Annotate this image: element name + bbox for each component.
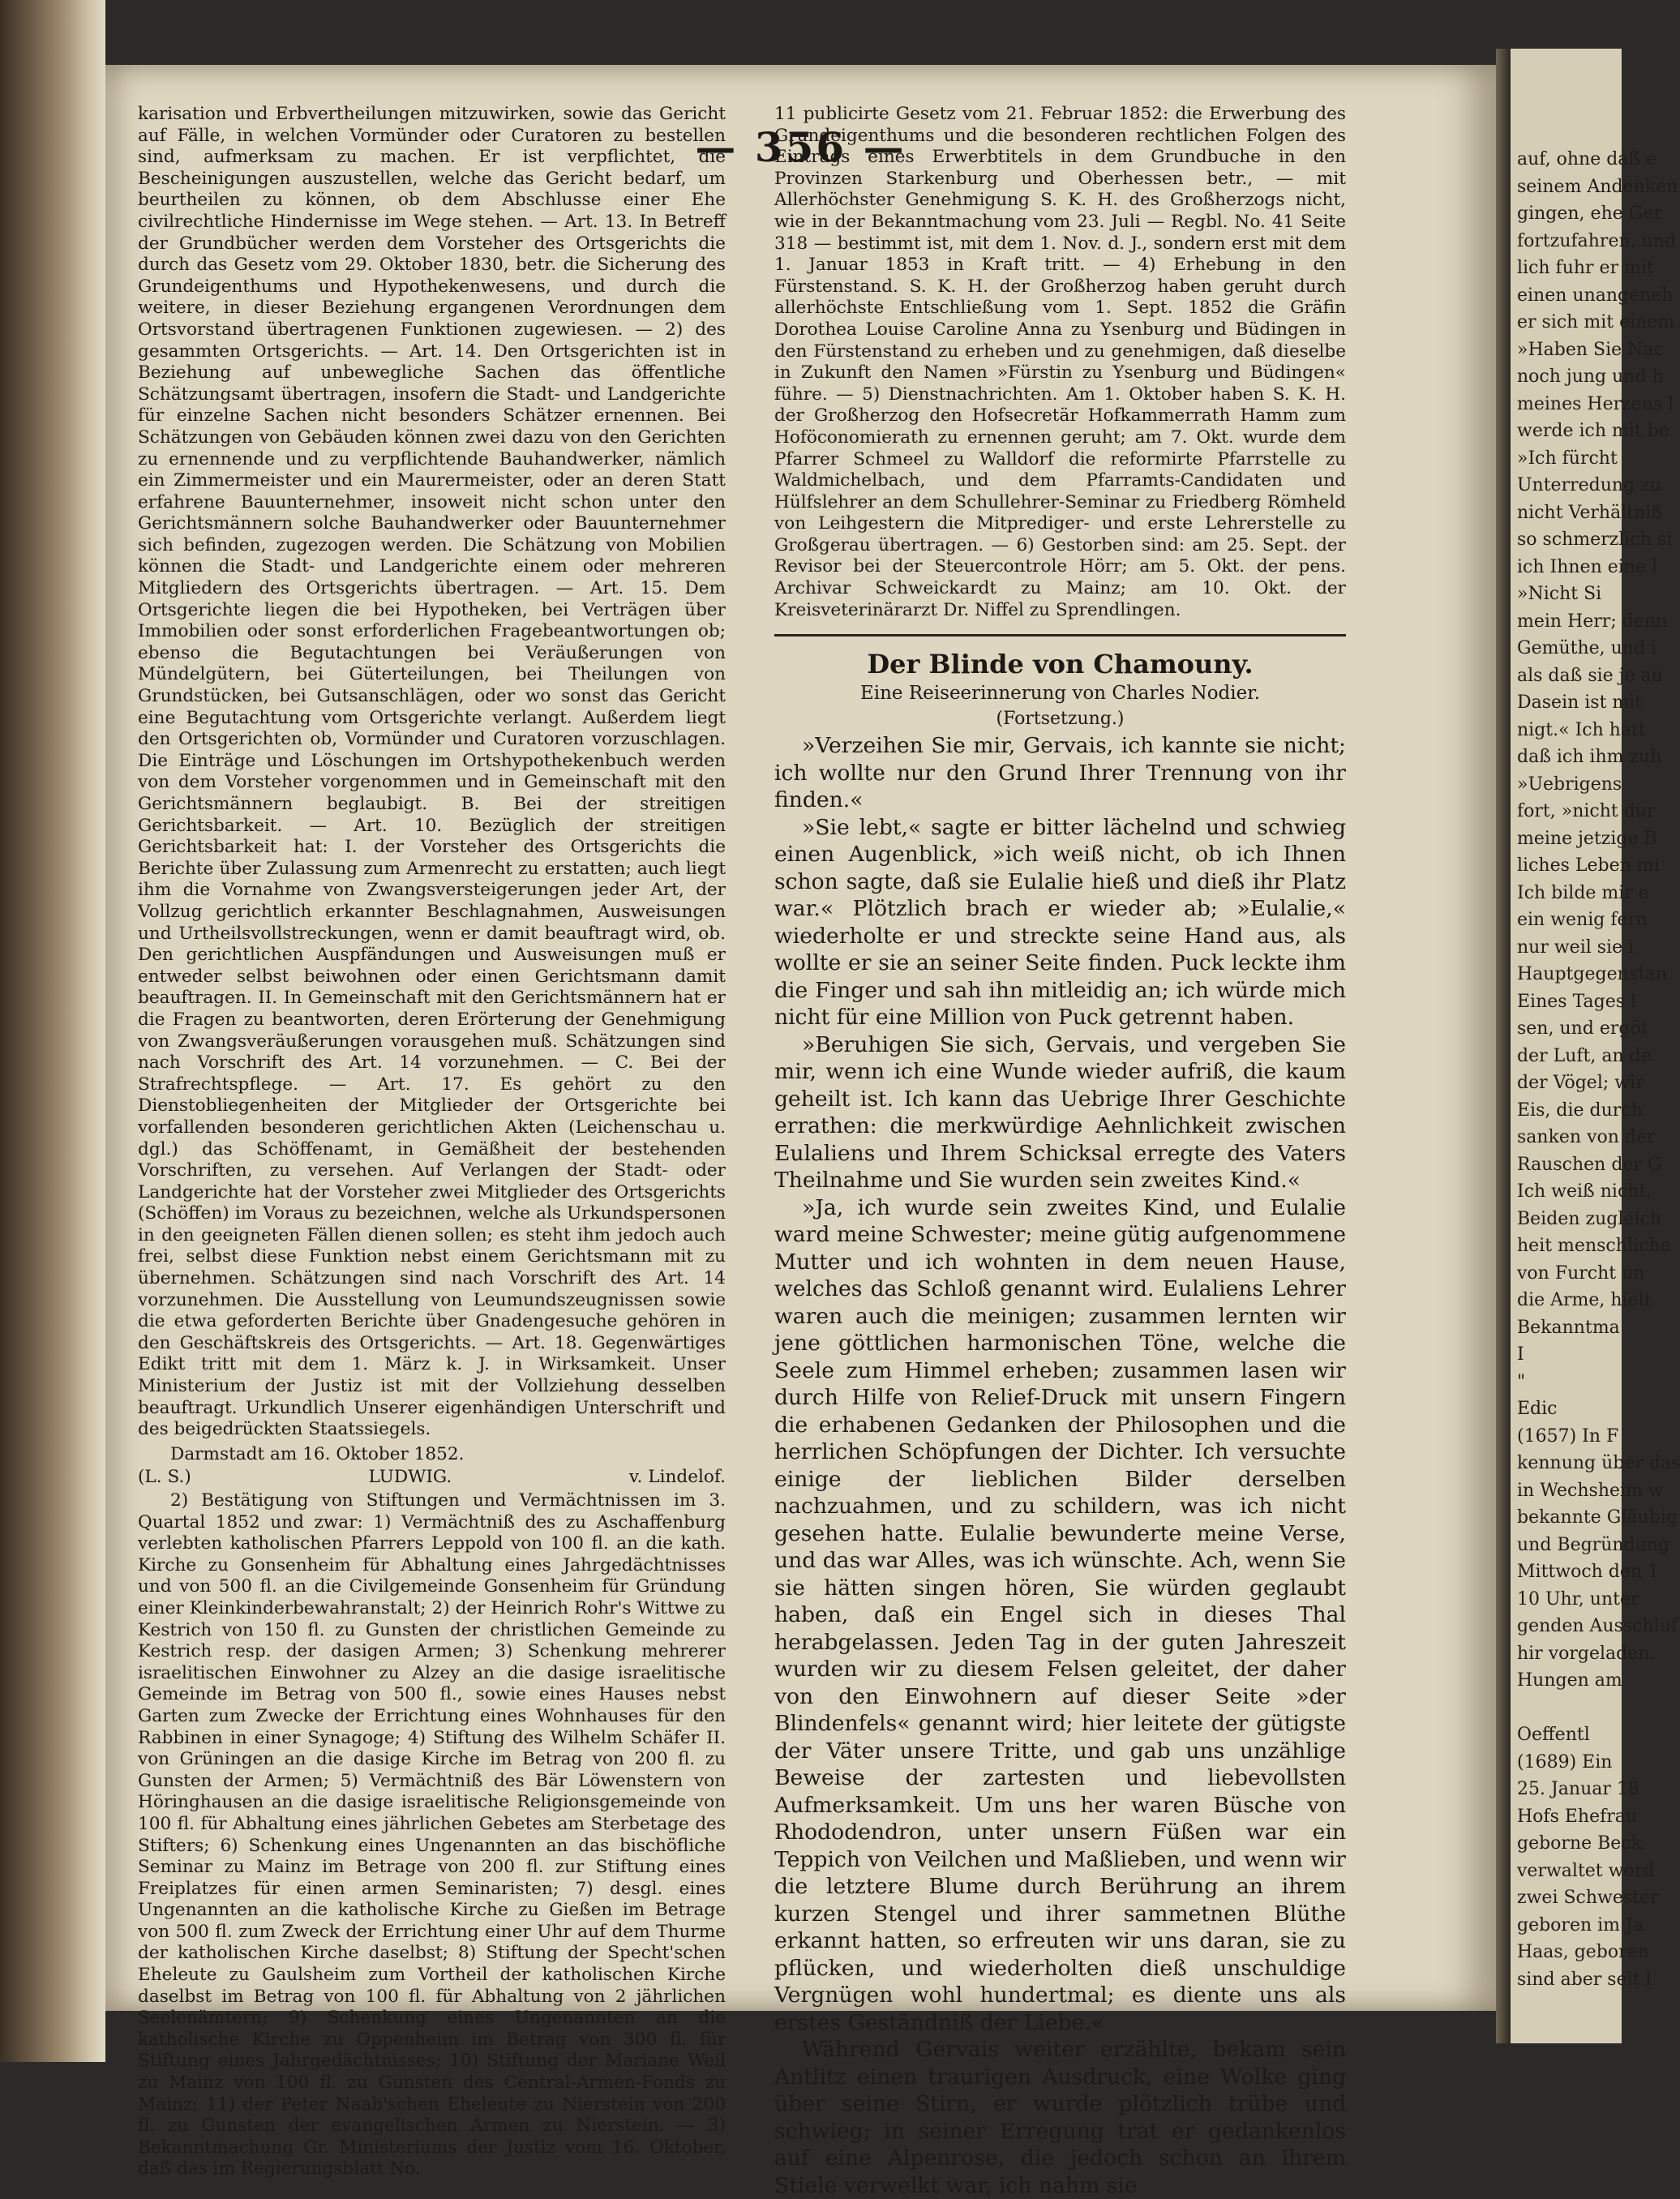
adjacent-page-line: geboren im Ja bbox=[1517, 1914, 1644, 1935]
adjacent-page-line: (1689) Ein bbox=[1517, 1751, 1613, 1772]
adjacent-page-line: Unterredung zu bbox=[1517, 475, 1661, 495]
signature-minister: v. Lindelof. bbox=[628, 1467, 726, 1488]
endowments-paragraph: 2) Bestätigung von Stiftungen und Vermächtnissen im 3. Quartal 1852 und zwar: 1) Vermächtniß des zu Aschaffenburg verlebten katholischen Pfarrers Leppold von 100 fl. an die kath. Kirche zu Gonsenheim für Abhaltung eines Jahrgedächtnisses und von 500 fl. an die Civilgemeinde Gonsenheim für Gründung einer Kleinkinderbewahranstalt; 2) der Heinrich Rohr's Wittwe zu Kestrich von 150 fl. zu Gunsten der christlichen Gemeinde zu Kestrich resp. der dasigen Armen; 3) Schenkung mehrerer israelitischen Einwohner zu Alzey an die dasige israelitische Gemeinde im Betrag von 500 fl., sowie eines Hauses nebst Garten zum Zwecke der Errichtung eines Wohnhauses für den Rabbinen in einer Synagoge; 4) Stiftung des Wilhelm Schäfer II. von Grüningen an die dasige Kirche im Betrag von 200 fl. zu Gunsten der Armen; 5) Vermächtniß des Bär Löwenstern von Höringhausen an die dasige israelitische Religionsgemeinde von 100 fl. für Abhaltung eines jährlichen Gebetes am Sterbetage des Stifters; 6) Schenkung eines Ungenannten an das bischöfliche Seminar zu Mainz im Betrage von 200 fl. zur Stiftung eines Freiplatzes für einen armen Seminaristen; 7) desgl. eines Ungenannten an die katholische Kirche zu Gießen im Betrage von 500 fl. zum Zweck der Errichtung einer Uhr auf dem Thurme der katholischen Kirche daselbst; 8) Stiftung der Specht'schen Eheleute zu Gaulsheim zum Vortheil der katholischen Kirche daselbst im Betrag von 100 fl. für Abhaltung von 2 jährlichen Seelenämtern; 9) Schenkung eines Ungenannten an die katholische Kirche zu Oppenheim im Betrag von 300 fl. für Stiftung eines Jahrgedächtnisses; 10) Stiftung der Mariane Weil zu Mainz von 100 fl. zu Gunsten des Central-Armen-Fonds zu Mainz; 11) der Peter Naab'schen Eheleute zu Nierstein von 200 fl. zu Gunsten der evangelischen Armen zu Nierstein. — 3) Bekanntmachung Gr. Ministeriums der Justiz vom 16. Oktober, daß das im Regierungsblatt No. bbox=[138, 1490, 726, 2180]
adjacent-page-line: geborne Beck bbox=[1517, 1833, 1642, 1854]
story-paragraph: »Verzeihen Sie mir, Gervais, ich kannte sie nicht; ich wollte nur den Grund Ihrer Trennung von ihr finden.« bbox=[774, 733, 1346, 813]
adjacent-page-line: Mittwoch den 1 bbox=[1517, 1562, 1660, 1582]
adjacent-page-line: Hofs Ehefrau bbox=[1517, 1806, 1638, 1827]
adjacent-page-line: »Ich fürcht bbox=[1517, 448, 1618, 469]
story-paragraph: »Beruhigen Sie sich, Gervais, und vergeben Sie mir, wenn ich eine Wunde wieder aufriß, die kaum geheilt ist. Ich kann das Uebrige Ihrer Geschichte errathen: die merkwürdige Aehnlichkeit zwischen Eulaliens und Ihrem Schicksal erregte des Vaters Theilnahme und Sie wurden sein zweites Kind.« bbox=[774, 1031, 1346, 1194]
adjacent-page-line: ein wenig fern bbox=[1517, 910, 1648, 930]
adjacent-page-line: zwei Schwester bbox=[1517, 1888, 1659, 1908]
adjacent-page-line: meine jetzige B bbox=[1517, 828, 1657, 849]
story-paragraph: »Sie lebt,« sagte er bitter lächelnd und schwieg einen Augenblick, »ich weiß nicht, ob ich Ihnen schon sagte, daß sie Eulalie hieß und dieß ihr Platz war.« Plötzlich brach er wieder ab; »Eulalie,« wiederholte er und streckte seine Hand aus, als wollte er sie an seiner Seite finden. Puck leckte ihm die Finger und sah ihn mitleidig an; ich würde mich nicht für eine Million von Puck getrennt haben. bbox=[774, 814, 1346, 1031]
adjacent-page-line: seinem Andenken bbox=[1517, 176, 1678, 197]
adjacent-page-line: Haas, geboren bbox=[1517, 1942, 1649, 1962]
adjacent-page-line: verwaltet word bbox=[1517, 1860, 1655, 1881]
book-binding-edge bbox=[0, 0, 105, 2062]
adjacent-page-line: bekannte Gläubig bbox=[1517, 1507, 1678, 1528]
story-paragraph: Während Gervais weiter erzählte, bekam sein Antlitz einen traurigen Ausdruck, eine Wolke ging über seine Stirn, er wurde plötzlich trübe und schwieg; in seiner Erregung trat er gedankenlos auf eine Alpenrose, die jedoch schon an ihrem Stiele verwelkt war, ich nahm sie bbox=[774, 2037, 1346, 2198]
adjacent-page-line: nicht Verhältniß bbox=[1517, 502, 1663, 523]
adjacent-page-line: so schmerzlich si bbox=[1517, 529, 1673, 550]
adjacent-page-line: noch jung und h bbox=[1517, 366, 1664, 387]
adjacent-page-line: (1657) In F bbox=[1517, 1425, 1619, 1447]
adjacent-page-line: Ich bilde mir e bbox=[1517, 882, 1649, 903]
adjacent-page-line: er sich mit einem bbox=[1517, 312, 1675, 332]
adjacent-page-line: ich Ihnen eine l bbox=[1517, 556, 1658, 577]
official-news-text: 11 publicirte Gesetz vom 21. Februar 1852: die Erwerbung des Grundeigenthums und die besonderen rechtlichen Folgen des Eintrags eines Erwerbtitels in dem Grundbuche in den Provinzen Starkenburg und Oberhessen betr., — mit Allerhöchster Genehmigung S. K. H. des Großherzogs nicht, wie in der Bekanntmachung vom 23. Juli — Regbl. No. 41 Seite 318 — bestimmt ist, mit dem 1. Nov. d. J., sondern erst mit dem 1. Januar 1853 in Kraft tritt. — 4) Erhebung in den Fürstenstand. S. K. H. der Großherzog haben geruht durch allerhöchste Entschließung vom 1. Sept. 1852 die Gräfin Dorothea Louise Caroline Anna zu Ysenburg und Büdingen in den Fürstenstand zu erheben und zu genehmigen, daß dieselbe in Zukunft den Namen »Fürstin zu Ysenburg und Büdingen« führe. — 5) Dienstnachrichten. Am 1. Oktober haben S. K. H. der Großherzog den Hofsecretär Hofkammerrath Hamm zum Hoföconomierath zu ernennen geruht; am 7. Okt. wurde dem Pfarrer Schmeel zu Walldorf die reformirte Pfarrstelle zu Waldmichelbach, und dem Pfarramts-Candidaten und Hülfslehrer an dem Schullehrer-Seminar zu Friedberg Römheld von Leihgestern die Mitprediger- und erste Lehrerstelle zu Großgerau übertragen. — 6) Gestorben sind: am 25. Sept. der Revisor bei der Steuercontrole Hörr; am 5. Okt. der pens. Archivar Schweickardt zu Mainz; am 10. Okt. der Kreisveterinärarzt Dr. Niffel zu Sprendlingen. bbox=[774, 104, 1346, 620]
signature-name: LUDWIG. bbox=[368, 1467, 452, 1488]
adjacent-page-line: werde ich mit be bbox=[1517, 421, 1669, 441]
adjacent-page-line: sanken von der bbox=[1517, 1127, 1656, 1147]
adjacent-page-line: daß ich ihm zuh bbox=[1517, 747, 1662, 767]
adjacent-page-line: liches Leben mi bbox=[1517, 855, 1660, 876]
adjacent-page-line: " bbox=[1517, 1371, 1526, 1392]
adjacent-page-line: meines Herzens l bbox=[1517, 393, 1674, 414]
signature-line bbox=[138, 1467, 726, 1489]
adjacent-page-line bbox=[1517, 1695, 1619, 1722]
adjacent-page-line: hir vorgeladen. bbox=[1517, 1643, 1656, 1664]
adjacent-page-line: die Arme, hielt bbox=[1517, 1290, 1652, 1310]
adjacent-page-line: als daß sie je au bbox=[1517, 665, 1663, 686]
adjacent-page-line: Hungen am bbox=[1517, 1670, 1622, 1691]
adjacent-page-line: Gemüthe, und i bbox=[1517, 638, 1657, 658]
adjacent-page-line: Oeffentl bbox=[1517, 1725, 1590, 1745]
adjacent-page-line: und Begründung bbox=[1517, 1534, 1670, 1555]
adjacent-page-line: »Nicht Si bbox=[1517, 584, 1602, 604]
seal-mark: (L. S.) bbox=[138, 1467, 191, 1488]
ordinance-date: Darmstadt am 16. Oktober 1852. bbox=[170, 1443, 465, 1464]
adjacent-page-line: I bbox=[1517, 1344, 1524, 1365]
section-divider bbox=[774, 634, 1346, 637]
adjacent-page-line: 10 Uhr, unter bbox=[1517, 1588, 1639, 1610]
adjacent-page-line: nur weil sie i bbox=[1517, 937, 1635, 958]
adjacent-page-fragment bbox=[1511, 49, 1680, 2043]
adjacent-page-line: Eines Tages l bbox=[1517, 991, 1637, 1012]
adjacent-page-line: »Haben Sie Nac bbox=[1517, 339, 1664, 360]
book-gutter bbox=[1496, 49, 1511, 2043]
adjacent-page-line: Bekanntma bbox=[1517, 1317, 1620, 1338]
adjacent-page-line: einen unangeneh bbox=[1517, 285, 1674, 306]
adjacent-page-line: mein Herr; denn bbox=[1517, 611, 1668, 632]
right-column bbox=[774, 104, 1346, 2199]
adjacent-page-line: Beiden zugleich bbox=[1517, 1208, 1661, 1229]
ordinance-text: karisation und Erbvertheilungen mitzuwirken, sowie das Gericht auf Fälle, in welchen Vormünder oder Curatoren zu bestellen sind, aufmerksam zu machen. Er ist verpflichtet, die Bescheinigungen auszustellen, welche das Gericht bedarf, um beurtheilen zu können, ob dem Abschlusse einer Ehe civilrechtliche Hindernisse im Wege stehen. — Art. 13. In Betreff der Grundbücher werden dem Vorsteher des Ortsgerichts die durch das Gesetz vom 29. Oktober 1830, betr. die Sicherung des Grundeigenthums und Hypothekenwesens, und durch die weitere, in dieser Beziehung ergangenen Verordnungen dem Ortsvorstand übertragenen Funktionen zugewiesen. — 2) des gesammten Ortsgerichts. — Art. 14. Den Ortsgerichten ist in Beziehung auf unbewegliche Sachen das öffentliche Schätzungsamt übertragen, insofern die Stadt- und Landgerichte für einzelne Sachen nicht besonders Schätzer ernennen. Bei Schätzungen von Gebäuden können zwei dazu von den Gerichten zu ernennende und zu verpflichtende Bauhandwerker, nämlich ein Zimmermeister und ein Maurermeister, oder an deren Statt erfahrene Bauunternehmer, insoweit nicht schon unter den Gerichtsmännern solche Bauhandwerker oder Bauunternehmer sich befinden, zugezogen werden. Die Schätzung von Mobilien können die Stadt- und Landgerichte einem oder mehreren Mitgliedern des Ortsgerichts übertragen. — Art. 15. Dem Ortsgerichte liegen die bei Hypotheken, bei Verträgen über Immobilien oder sonst erforderlichen Fragebeantwortungen ob; ebenso die Begutachtungen bei Veräußerungen von Mündelgütern, bei Güterteilungen, bei Theilungen von Grundstücken, bei Gutsanschlägen, oder wo sonst das Gericht eine Begutachtung vom Ortsgerichte verlangt. Außerdem liegt den Ortsgerichten ob, Vormünder und Curatoren vorzuschlagen. Die Einträge und Löschungen im Ortshypothekenbuch werden von dem Vorsteher vorgenommen und in Gemeinschaft mit den Gerichtsmännern beglaubigt. B. Bei der streitigen Gerichtsbarkeit. — Art. 10. Bezüglich der streitigen Gerichtsbarkeit hat: I. der Vorsteher des Ortsgerichts die Berichte über Zulassung zum Armenrecht zu erstatten; auch liegt ihm die Vornahme von Zwangsversteigerungen jeder Art, der Vollzug gerichtlich erkannter Beschlagnahmen, Ausweisungen und Urtheilsvollstreckungen, wenn er damit beauftragt wird, ob. Den gerichtlichen Auspfändungen und Ausweisungen muß er entweder selbst beiwohnen oder einen Gerichtsmann damit beauftragen. II. In Gemeinschaft mit den Gerichtsmännern hat er die Fragen zu beantworten, deren Erörterung der Genehmigung von Zwangsveräußerungen vorausgehen muß. Schätzungen sind nach Vorschrift des Art. 14 vorzunehmen. — C. Bei der Strafrechtspflege. — Art. 17. Es gehört zu den Dienstobliegenheiten der Mitglieder der Ortsgerichte bei vorfallenden besonderen gerichtlichen Akten (Leichenschau u. dgl.) das Schöffenamt, in Gemäßheit der bestehenden Vorschriften, zu versehen. Auf Verlangen der Stadt- oder Landgerichte hat der Vorsteher zwei Mitglieder des Ortsgerichts (Schöffen) im Voraus zu bezeichnen, welche als Urkundspersonen in den geeigneten Fällen dienen sollen; es steht ihm jedoch auch frei, selbst diese Funktion nebst einem Gerichtsmann mit zu übernehmen. Schätzungen sind nach Vorschrift des Art. 14 vorzunehmen. Die Ausstellung von Leumundszeugnissen sowie die etwa geforderten Berichte über Gnadengesuche gehören in den Geschäftskreis des Ortsgerichts. — Art. 18. Gegenwärtiges Edikt tritt mit dem 1. März k. J. in Wirksamkeit. Unser Ministerium der Justiz ist mit der Vollziehung desselben beauftragt. Urkundlich Unserer eigenhändigen Unterschrift und des beigedrückten Staatssiegels. bbox=[138, 104, 726, 1440]
page-number: — 356 — bbox=[695, 123, 906, 171]
adjacent-page-line: Hauptgegenstan bbox=[1517, 964, 1668, 984]
adjacent-page-line: lich fuhr er mit bbox=[1517, 258, 1654, 278]
story-subtitle: Eine Reiseerinnerung von Charles Nodier. bbox=[859, 683, 1261, 705]
adjacent-page-line: der Vögel; wir bbox=[1517, 1073, 1644, 1093]
adjacent-page-line: heit menschliche bbox=[1517, 1236, 1671, 1256]
adjacent-page-line: gingen, ehe Ger bbox=[1517, 204, 1662, 224]
adjacent-page-line: kennung über das bbox=[1517, 1453, 1680, 1473]
adjacent-page-line: auf, ohne daß e bbox=[1517, 149, 1657, 169]
adjacent-page-line: fortzufahren, und bbox=[1517, 230, 1677, 251]
story-paragraph: »Ja, ich wurde sein zweites Kind, und Eulalie ward meine Schwester; meine gütig aufgenommene Mutter und ich wohnten in dem neuen Hause, welches das Schloß genannt wird. Eulaliens Lehrer waren auch die meinigen; zusammen lernten wir jene göttlichen harmonischen Töne, welche die Seele zum Himmel erheben; zusammen lasen wir durch Hilfe von Relief-Druck mit unsern Fingern die erhabenen Gedanken der Philosophen und die herrlichen Schöpfungen der Dichter. Ich versuchte einige der lieblichen Bilder derselben nachzuahmen, und zu schildern, was ich nicht gesehen hatte. Eulalie bewunderte meine Verse, und das war Alles, was ich wünschte. Ach, wenn Sie sie hätten singen hören, Sie würden geglaubt haben, daß ein Engel sich in dieses Thal herabgelassen. Jeden Tag in der guten Jahreszeit wurden wir zu diesem Felsen geleitet, der daher von den Einwohnern auf dieser Seite »der Blindenfels« genannt wird; hier leitete der gütigste der Väter unsere Tritte, und gab uns unzählige Beweise der zartesten und liebevollsten Aufmerksamkeit. Um uns her waren Büsche von Rhododendron, unter unsern Füßen war ein Teppich von Veilchen und Maßlieben, und wenn wir die letztere Blume durch Berührung an ihrem kurzen Stengel und ihrer sammetnen Blüthe erkannt hatten, so erfreuten wir uns daran, sie zu pflücken, und wiederholten dieß unschuldige Vergnügen wohl hundertmal; es diente uns als erstes Geständniß der Liebe.« bbox=[774, 1194, 1346, 2035]
adjacent-page-line: nigt.« Ich hatt bbox=[1517, 719, 1646, 740]
story-title: Der Blinde von Chamouny. bbox=[867, 649, 1254, 680]
adjacent-page-line: in Wechsheim w bbox=[1517, 1480, 1664, 1501]
story-body bbox=[774, 732, 1346, 2199]
adjacent-page-line: Ich weiß nicht, bbox=[1517, 1181, 1652, 1202]
adjacent-page-line: »Uebrigens bbox=[1517, 774, 1622, 795]
adjacent-page-line: sen, und ergöt bbox=[1517, 1018, 1648, 1039]
adjacent-page-line: sind aber seit l bbox=[1517, 1969, 1652, 1990]
adjacent-page-line: Dasein ist mit bbox=[1517, 692, 1643, 713]
adjacent-page-line: von Furcht un bbox=[1517, 1262, 1645, 1284]
adjacent-page-line: 25. Januar 18 bbox=[1517, 1779, 1639, 1799]
adjacent-page-line: genden Ausschluf bbox=[1517, 1616, 1678, 1636]
left-column bbox=[138, 104, 726, 2180]
adjacent-page-text bbox=[1517, 146, 1680, 1993]
adjacent-page-line: Eis, die durch bbox=[1517, 1100, 1643, 1121]
story-continuation-note: (Fortsetzung.) bbox=[996, 709, 1125, 730]
adjacent-page-line: der Luft, an de bbox=[1517, 1045, 1652, 1066]
adjacent-page-line: Rauschen der G bbox=[1517, 1154, 1662, 1175]
adjacent-page-line: fort, »nicht dur bbox=[1517, 801, 1656, 821]
adjacent-page-line: Edic bbox=[1517, 1399, 1558, 1419]
